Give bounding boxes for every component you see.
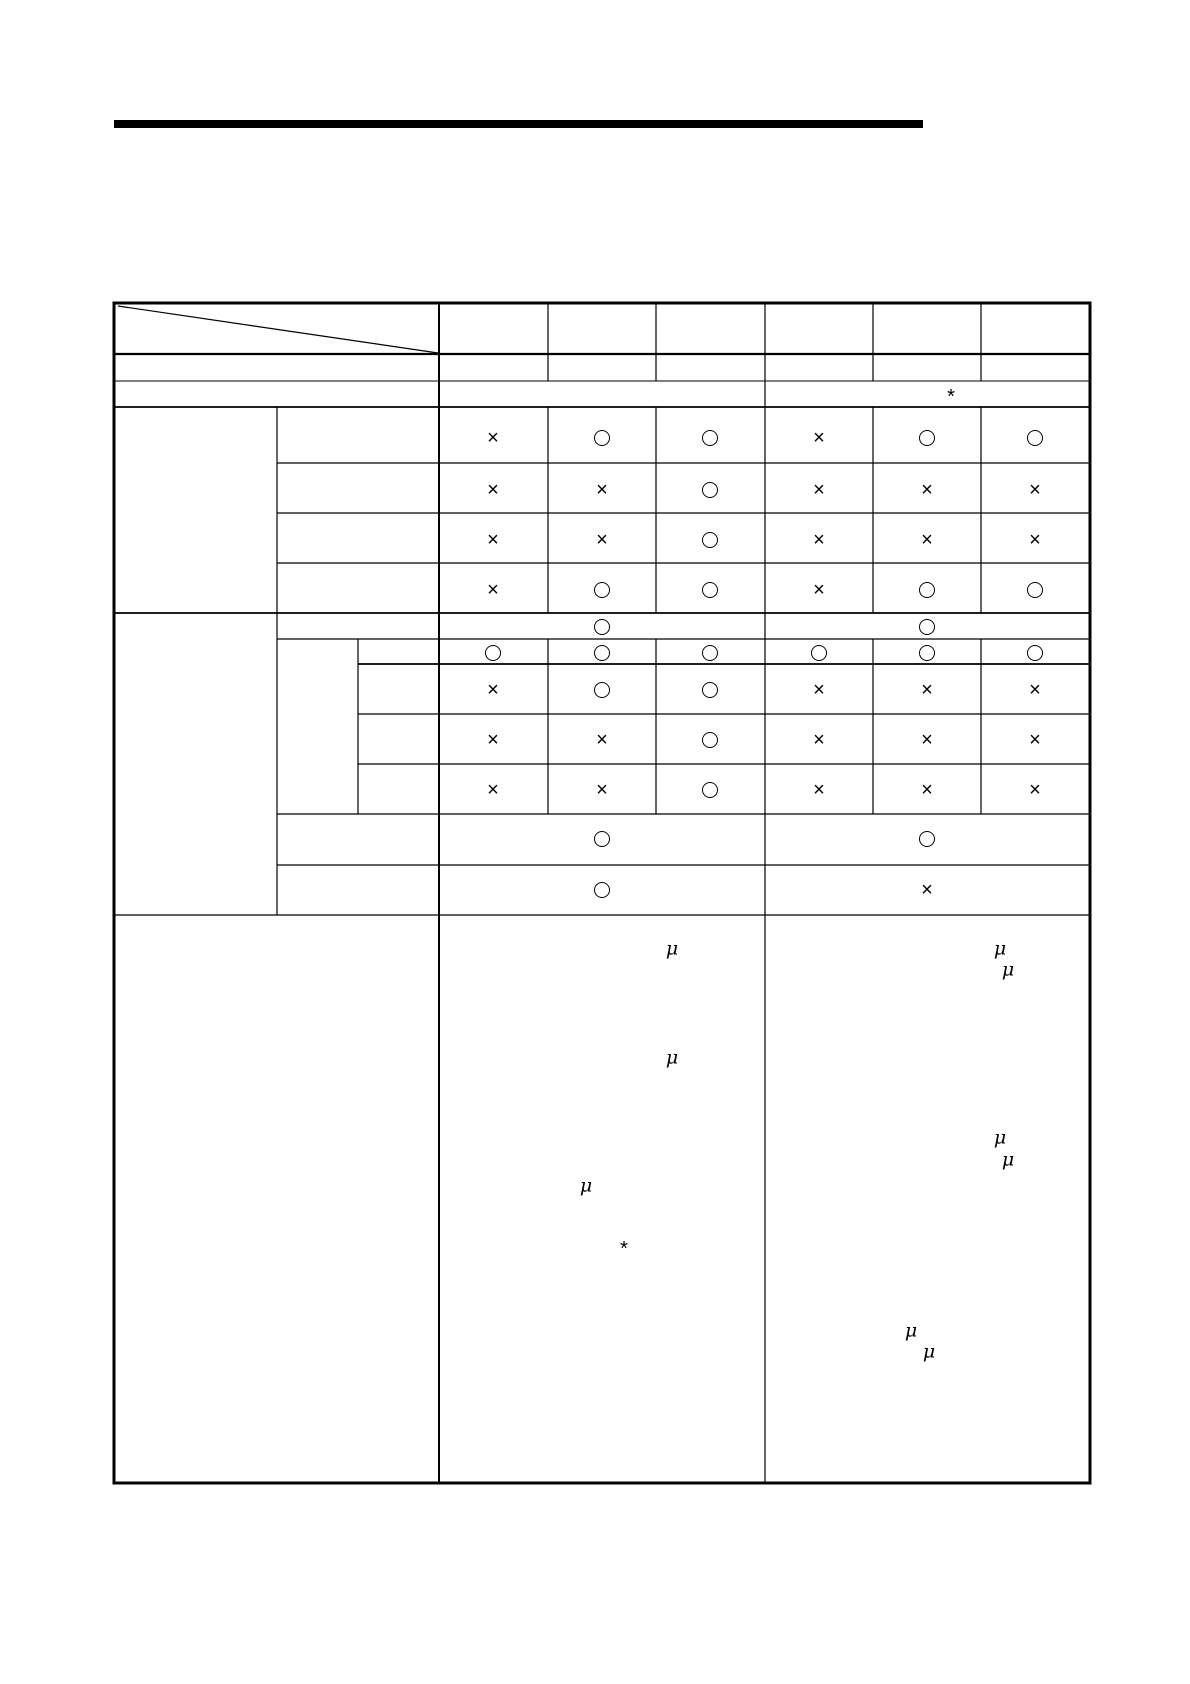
circle-mark bbox=[594, 882, 610, 898]
note-mu-symbol: μ bbox=[1001, 958, 1015, 981]
circle-mark bbox=[702, 430, 718, 446]
cross-mark: × bbox=[921, 679, 933, 701]
cross-mark: × bbox=[596, 779, 608, 801]
cross-mark: × bbox=[596, 729, 608, 751]
cross-mark: × bbox=[813, 579, 825, 601]
note-mu-symbol: μ bbox=[665, 1046, 679, 1069]
note-mu-symbol: μ bbox=[904, 1319, 918, 1342]
circle-mark bbox=[919, 831, 935, 847]
note-mu-symbol: μ bbox=[665, 937, 679, 960]
cross-mark: × bbox=[487, 679, 499, 701]
circle-mark bbox=[594, 682, 610, 698]
cross-mark: × bbox=[1029, 729, 1041, 751]
circle-mark bbox=[1027, 645, 1043, 661]
circle-mark bbox=[594, 831, 610, 847]
circle-mark bbox=[702, 732, 718, 748]
cross-mark: × bbox=[813, 427, 825, 449]
cross-mark: × bbox=[1029, 679, 1041, 701]
footnote-asterisk: * bbox=[947, 386, 955, 408]
circle-mark bbox=[485, 645, 501, 661]
cross-mark: × bbox=[813, 479, 825, 501]
circle-mark bbox=[811, 645, 827, 661]
circle-mark bbox=[919, 430, 935, 446]
cross-mark: × bbox=[487, 579, 499, 601]
circle-mark bbox=[919, 582, 935, 598]
circle-mark bbox=[702, 782, 718, 798]
cross-mark: × bbox=[921, 879, 933, 901]
circle-mark bbox=[702, 645, 718, 661]
circle-mark bbox=[594, 582, 610, 598]
circle-mark bbox=[919, 619, 935, 635]
note-asterisk: * bbox=[620, 1238, 628, 1260]
note-mu-symbol: μ bbox=[1001, 1148, 1015, 1171]
cross-mark: × bbox=[1029, 479, 1041, 501]
cross-mark: × bbox=[487, 729, 499, 751]
cross-mark: × bbox=[1029, 529, 1041, 551]
cross-mark: × bbox=[487, 529, 499, 551]
cross-mark: × bbox=[487, 427, 499, 449]
cross-mark: × bbox=[596, 529, 608, 551]
cross-mark: × bbox=[921, 779, 933, 801]
circle-mark bbox=[919, 645, 935, 661]
circle-mark bbox=[702, 582, 718, 598]
cross-mark: × bbox=[1029, 779, 1041, 801]
circle-mark bbox=[594, 619, 610, 635]
circle-mark bbox=[594, 645, 610, 661]
cross-mark: × bbox=[487, 479, 499, 501]
cross-mark: × bbox=[813, 679, 825, 701]
cross-mark: × bbox=[813, 779, 825, 801]
note-mu-symbol: μ bbox=[993, 1126, 1007, 1149]
note-mu-symbol: μ bbox=[993, 937, 1007, 960]
cross-mark: × bbox=[921, 479, 933, 501]
circle-mark bbox=[702, 682, 718, 698]
note-mu-symbol: μ bbox=[579, 1174, 593, 1197]
cross-mark: × bbox=[596, 479, 608, 501]
circle-mark bbox=[1027, 430, 1043, 446]
circle-mark bbox=[702, 482, 718, 498]
circle-mark bbox=[1027, 582, 1043, 598]
circle-mark bbox=[702, 532, 718, 548]
cross-mark: × bbox=[921, 529, 933, 551]
cross-mark: × bbox=[487, 779, 499, 801]
cross-mark: × bbox=[921, 729, 933, 751]
cross-mark: × bbox=[813, 529, 825, 551]
circle-mark bbox=[594, 430, 610, 446]
cross-mark: × bbox=[813, 729, 825, 751]
note-mu-symbol: μ bbox=[922, 1340, 936, 1363]
